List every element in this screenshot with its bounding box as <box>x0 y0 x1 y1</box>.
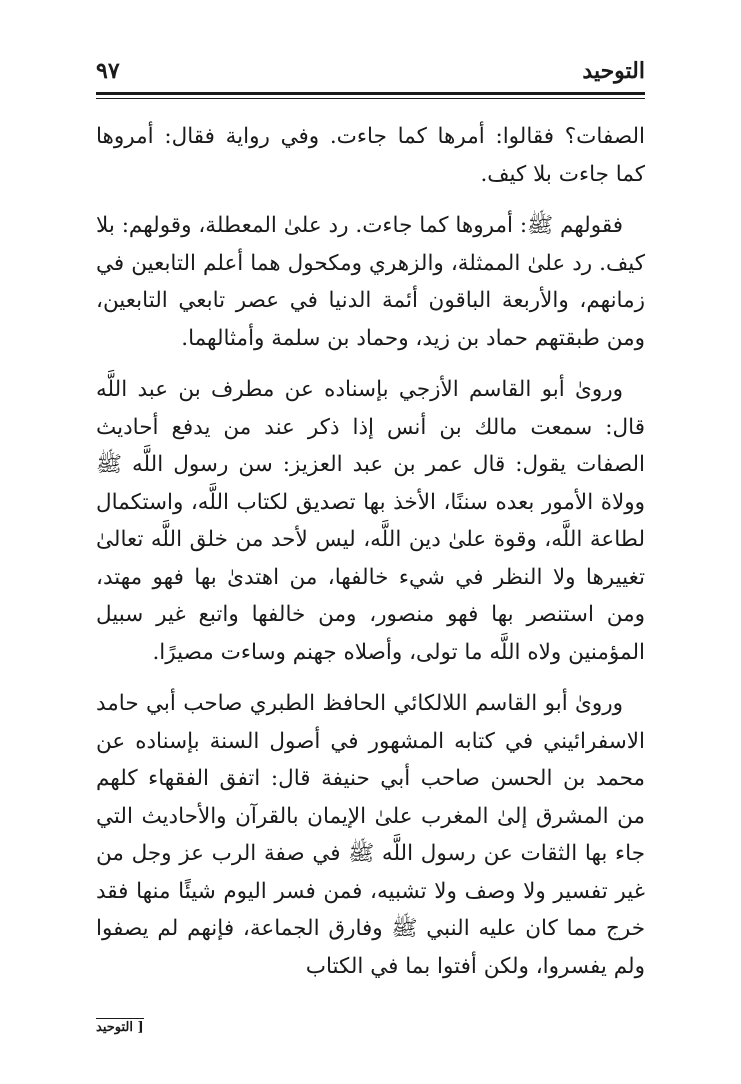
paragraph-2: فقولهم ﷺ: أمروها كما جاءت. رد علىٰ المعطلة، وقولهم: بلا كيف. رد علىٰ الممثلة، والزهري ومكحول هما أعلم التابعين في زمانهم، والأربعة الباقون أئمة الدنيا في عصر تابعي التابعين، ومن طبقتهم حماد بن زيد، وحماد بن سلمة وأمثالهما. <box>96 213 645 351</box>
signature-text: التوحيد <box>96 1020 133 1035</box>
paragraph-4: وروىٰ أبو القاسم اللالكائي الحافظ الطبري صاحب أبي حامد الاسفرائيني في كتابه المشهور في أصول السنة بإسناده عن محمد بن الحسن صاحب أبي حنيفة قال: اتفق الفقهاء كلهم من المشرق إلىٰ المغرب علىٰ الإيمان بالقرآن والأحاديث التي جاء بها الثقات عن رسول اللَّه ﷺ في صفة الرب عز وجل من غير تفسير ولا وصف ولا تشبيه، فمن فسر اليوم شيئًا منها فقد خرج مما كان عليه النبي ﷺ وفارق الجماعة، فإنهم لم يصفوا ولم يفسروا، ولكن أفتوا بما في الكتاب <box>96 691 645 979</box>
signature-mark <box>96 1018 144 1036</box>
body-text <box>96 118 645 999</box>
header-rule-thick <box>96 92 645 95</box>
paragraph-1: الصفات؟ فقالوا: أمرها كما جاءت. وفي رواية فقال: أمروها كما جاءت بلا كيف. <box>96 124 645 187</box>
page-header <box>96 56 645 88</box>
page-number: ٩٧ <box>96 58 120 84</box>
header-rule-thin <box>96 98 645 99</box>
running-title: التوحيد <box>582 58 645 84</box>
signature-bracket: [ <box>137 1020 144 1035</box>
paragraph-3: وروىٰ أبو القاسم الأزجي بإسناده عن مطرف بن عبد اللَّه قال: سمعت مالك بن أنس إذا ذكر عند من يدفع أحاديث الصفات يقول: قال عمر بن عبد العزيز: سن رسول اللَّه ﷺ وولاة الأمور بعده سننًا، الأخذ بها تصديق لكتاب اللَّه، واستكمال لطاعة اللَّه، وقوة علىٰ دين اللَّه، ليس لأحد من خلق اللَّه تعالىٰ تغييرها ولا النظر في شيء خالفها، من اهتدىٰ بها فهو مهتد، ومن استنصر بها فهو منصور، ومن خالفها واتبع غير سبيل المؤمنين ولاه اللَّه ما تولى، وأصلاه جهنم وساءت مصيرًا. <box>96 377 645 665</box>
